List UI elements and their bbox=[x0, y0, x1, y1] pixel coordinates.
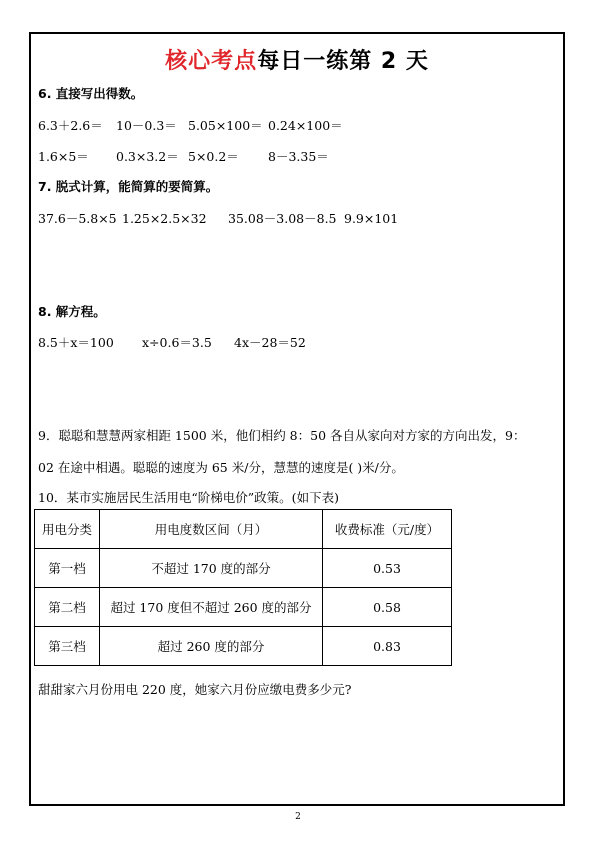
q7-expr: 9.9×101 bbox=[344, 211, 399, 226]
electricity-rate-table bbox=[34, 509, 452, 666]
table-header-row bbox=[35, 510, 452, 549]
title-highlight: 核心考点 bbox=[165, 49, 258, 74]
table-header-cell: 用电分类 bbox=[35, 510, 100, 549]
q8-equation: x÷0.6＝3.5 bbox=[142, 335, 212, 350]
page-number: 2 bbox=[295, 812, 301, 822]
q7-expr: 1.25×2.5×32 bbox=[122, 211, 207, 226]
page-title bbox=[31, 44, 563, 75]
q10-question: 甜甜家六月份用电 220 度，她家六月份应缴电费多少元? bbox=[38, 682, 352, 697]
q8-equation: 4x－28＝52 bbox=[234, 335, 306, 350]
q7-heading: 7. 脱式计算，能简算的要简算。 bbox=[38, 179, 219, 194]
q8-equation: 8.5＋x＝100 bbox=[38, 335, 114, 350]
q8-heading: 8. 解方程。 bbox=[38, 304, 106, 319]
q6-heading: 6. 直接写出得数。 bbox=[38, 86, 144, 101]
table-row bbox=[35, 549, 452, 588]
table-cell: 第一档 bbox=[35, 549, 100, 588]
table-row bbox=[35, 588, 452, 627]
q6-row1 bbox=[38, 116, 343, 134]
table-cell: 第三档 bbox=[35, 627, 100, 666]
q9-line2: 02 在途中相遇。聪聪的速度为 65 米/分，慧慧的速度是( )米/分。 bbox=[38, 460, 404, 475]
table-cell: 第二档 bbox=[35, 588, 100, 627]
q6-expr: 5.05×100＝ bbox=[188, 118, 263, 133]
table-cell: 0.83 bbox=[323, 627, 452, 666]
q8-row bbox=[38, 333, 306, 351]
q6-expr: 0.24×100＝ bbox=[268, 118, 343, 133]
title-rest: 每日一练第 2 天 bbox=[257, 49, 429, 74]
q6-expr: 5×0.2＝ bbox=[188, 149, 239, 164]
table-header-cell: 用电度数区间（月） bbox=[100, 510, 323, 549]
q7-row bbox=[38, 209, 398, 227]
table-cell: 不超过 170 度的部分 bbox=[100, 549, 323, 588]
q7-expr: 37.6－5.8×5 bbox=[38, 211, 117, 226]
table-row bbox=[35, 627, 452, 666]
q6-expr: 10－0.3＝ bbox=[116, 118, 177, 133]
q9-line1: 9．聪聪和慧慧两家相距 1500 米，他们相约 8：50 各自从家向对方家的方向出发，9： bbox=[38, 428, 526, 443]
table-cell: 0.58 bbox=[323, 588, 452, 627]
q7-expr: 35.08－3.08－8.5 bbox=[228, 211, 337, 226]
table-cell: 超过 170 度但不超过 260 度的部分 bbox=[100, 588, 323, 627]
q10-intro: 10．某市实施居民生活用电“阶梯电价”政策。(如下表) bbox=[38, 490, 339, 505]
q6-row2 bbox=[38, 147, 329, 165]
q6-expr: 8－3.35＝ bbox=[268, 149, 329, 164]
q6-expr: 6.3＋2.6＝ bbox=[38, 118, 103, 133]
table-header-cell: 收费标准（元/度） bbox=[323, 510, 452, 549]
table-cell: 0.53 bbox=[323, 549, 452, 588]
q6-expr: 0.3×3.2＝ bbox=[116, 149, 179, 164]
worksheet-frame bbox=[29, 32, 565, 806]
q6-expr: 1.6×5＝ bbox=[38, 149, 89, 164]
table-cell: 超过 260 度的部分 bbox=[100, 627, 323, 666]
